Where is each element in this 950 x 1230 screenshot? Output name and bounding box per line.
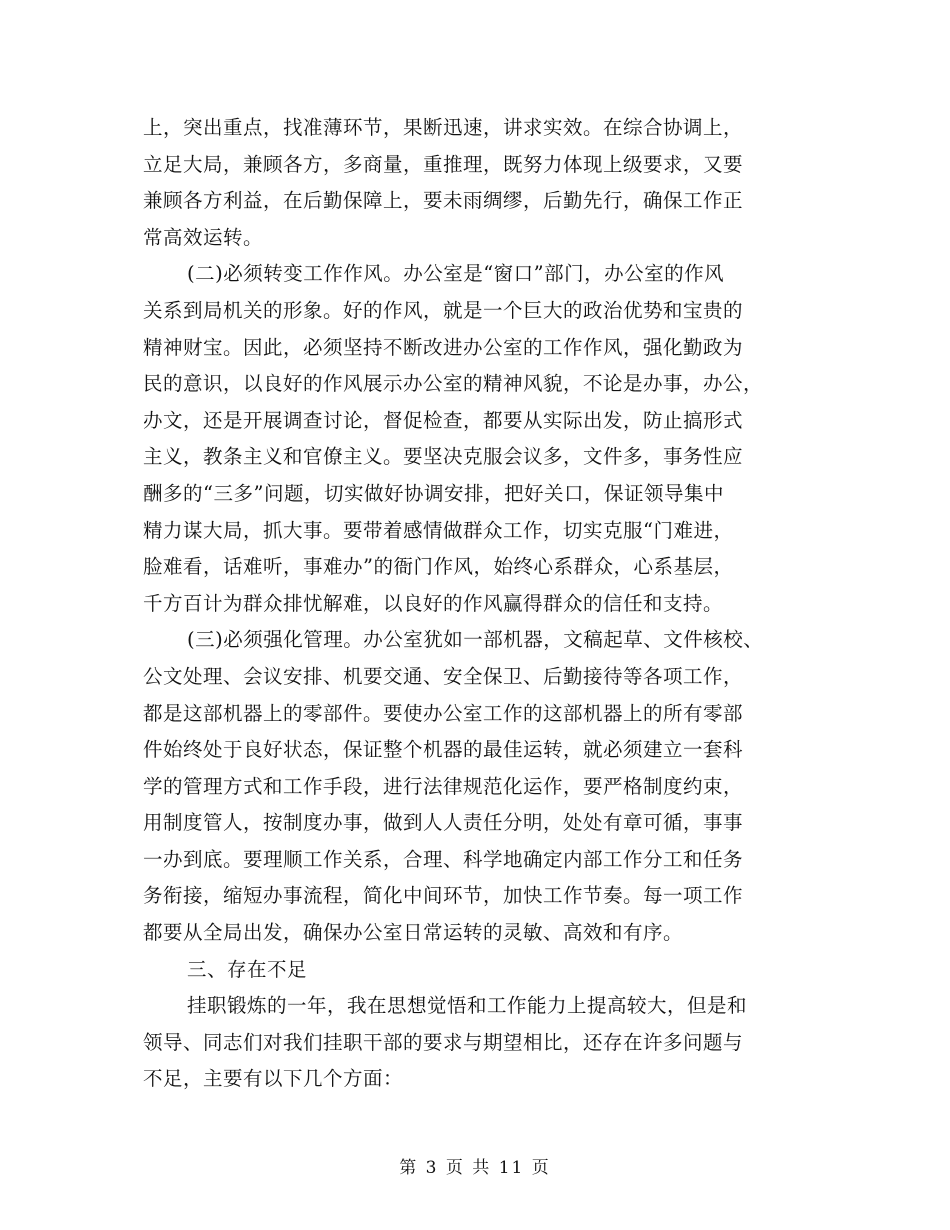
text-line: 关系到局机关的形象。好的作风，就是一个巨大的政治优势和宝贵的 bbox=[143, 298, 744, 322]
text-line: 千方百计为群众排忧解难，以良好的作风赢得群众的信任和支持。 bbox=[143, 591, 724, 615]
text-line: 办文，还是开展调查讨论，督促检查，都要从实际出发，防止搞形式 bbox=[143, 408, 744, 432]
text-line: 主义，教条主义和官僚主义。要坚决克服会议多，文件多，事务性应 bbox=[143, 445, 744, 469]
text-line: 常高效运转。 bbox=[143, 225, 264, 249]
text-line: 都是这部机器上的零部件。要使办公室工作的这部机器上的所有零部 bbox=[143, 701, 744, 725]
text-line: 三、存在不足 bbox=[187, 957, 308, 981]
text-line: 都要从全局出发，确保办公室日常运转的灵敏、高效和有序。 bbox=[143, 921, 684, 945]
text-line: 件始终处于良好状态，保证整个机器的最佳运转，就必须建立一套科 bbox=[143, 738, 744, 762]
page-footer: 第 3 页 共 11 页 bbox=[399, 1158, 551, 1178]
text-line: 精力谋大局，抓大事。要带着感情做群众工作，切实克服“门难进， bbox=[143, 518, 734, 542]
text-line: 民的意识，以良好的作风展示办公室的精神风貌，不论是办事，办公， bbox=[143, 372, 764, 396]
document-body bbox=[143, 110, 811, 1098]
text-line: 精神财宝。因此，必须坚持不断改进办公室的工作作风，强化勤政为 bbox=[143, 335, 744, 359]
text-line: 用制度管人，按制度办事，做到人人责任分明，处处有章可循，事事 bbox=[143, 811, 744, 835]
text-line: 一办到底。要理顺工作关系，合理、科学地确定内部工作分工和任务 bbox=[143, 847, 744, 871]
text-line: 领导、同志们对我们挂职干部的要求与期望相比，还存在许多问题与 bbox=[143, 1030, 744, 1054]
text-line: 上，突出重点，找准薄环节，果断迅速，讲求实效。在综合协调上， bbox=[143, 116, 744, 139]
text-line: 学的管理方式和工作手段，进行法律规范化运作，要严格制度约束， bbox=[143, 774, 744, 798]
text-line: 务衔接，缩短办事流程，简化中间环节，加快工作节奏。每一项工作 bbox=[143, 884, 744, 908]
text-line: 公文处理、会议安排、机要交通、安全保卫、后勤接待等各项工作， bbox=[143, 664, 744, 688]
text-line: (三)必须强化管理。办公室犹如一部机器，文稿起草、文件核校、 bbox=[187, 628, 764, 652]
text-line: 立足大局，兼顾各方，多商量，重推理，既努力体现上级要求，又要 bbox=[143, 152, 744, 176]
text-line: 挂职锻炼的一年，我在思想觉悟和工作能力上提高较大，但是和 bbox=[187, 994, 748, 1018]
text-line: 酬多的“三多”问题，切实做好协调安排，把好关口，保证领导集中 bbox=[143, 481, 724, 505]
text-line: 不足，主要有以下几个方面： bbox=[143, 1067, 404, 1091]
text-line: 兼顾各方利益，在后勤保障上，要未雨绸缪，后勤先行，确保工作正 bbox=[143, 189, 744, 213]
text-line: (二)必须转变工作作风。办公室是“窗口”部门，办公室的作风 bbox=[187, 262, 725, 286]
text-line: 脸难看，话难听，事难办”的衙门作风，始终心系群众，心系基层， bbox=[143, 555, 734, 579]
